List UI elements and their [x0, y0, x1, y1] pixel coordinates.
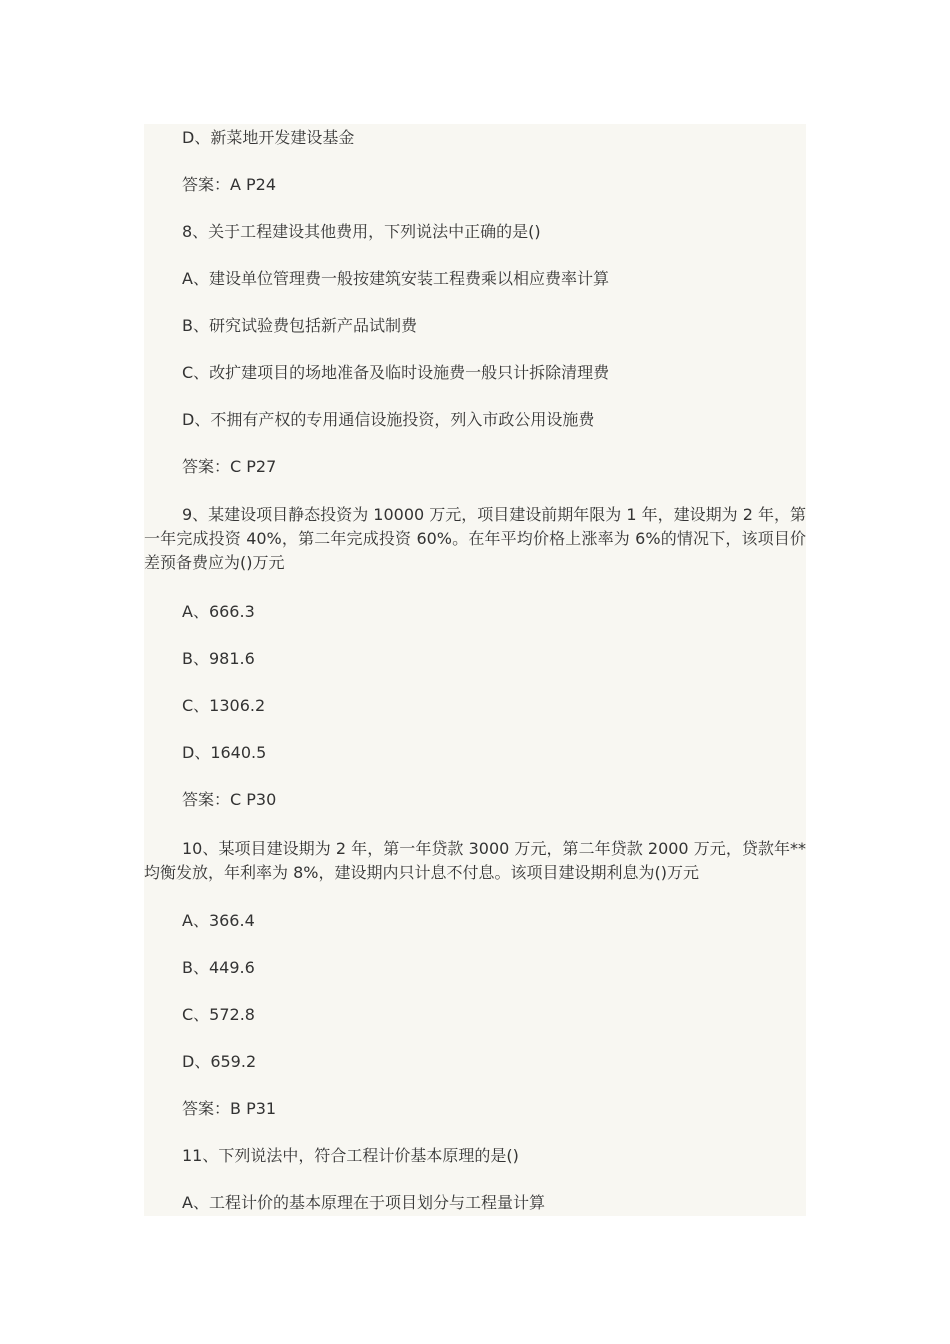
- option-10a: A、366.4: [182, 911, 255, 930]
- option-8a: A、建设单位管理费一般按建筑安装工程费乘以相应费率计算: [182, 269, 609, 288]
- option-9d: D、1640.5: [182, 743, 267, 762]
- option-11a: A、工程计价的基本原理在于项目划分与工程量计算: [182, 1193, 545, 1212]
- option-10b: B、449.6: [182, 958, 255, 977]
- option-10d: D、659.2: [182, 1052, 257, 1071]
- option-10c: C、572.8: [182, 1005, 255, 1024]
- option-8d: D、不拥有产权的专用通信设施投资，列入市政公用设施费: [182, 410, 595, 429]
- answer-7: 答案：A P24: [182, 175, 277, 194]
- answer-9: 答案：C P30: [182, 790, 277, 809]
- option-8c: C、改扩建项目的场地准备及临时设施费一般只计拆除清理费: [182, 363, 610, 382]
- option-8b: B、研究试验费包括新产品试制费: [182, 316, 417, 335]
- question-11: 11、下列说法中，符合工程计价基本原理的是(): [182, 1146, 519, 1165]
- answer-8: 答案：C P27: [182, 457, 277, 476]
- option-7d: D、新菜地开发建设基金: [182, 128, 355, 147]
- question-9: 9、某建设项目静态投资为 10000 万元，项目建设前期年限为 1 年，建设期为 2 年，第一年完成投资 40%，第二年完成投资 60%。在年平均价格上涨率为 6%的情况下，该项目价差预备费应为()万元: [144, 505, 806, 572]
- document-content: [144, 124, 806, 1216]
- question-10: 10、某项目建设期为 2 年，第一年贷款 3000 万元，第二年贷款 2000 万元，贷款年**均衡发放，年利率为 8%，建设期内只计息不付息。该项目建设期利息为()万元: [144, 839, 806, 882]
- question-8: 8、关于工程建设其他费用，下列说法中正确的是(): [182, 222, 541, 241]
- option-9a: A、666.3: [182, 602, 255, 621]
- option-9b: B、981.6: [182, 649, 255, 668]
- answer-10: 答案：B P31: [182, 1099, 277, 1118]
- option-9c: C、1306.2: [182, 696, 266, 715]
